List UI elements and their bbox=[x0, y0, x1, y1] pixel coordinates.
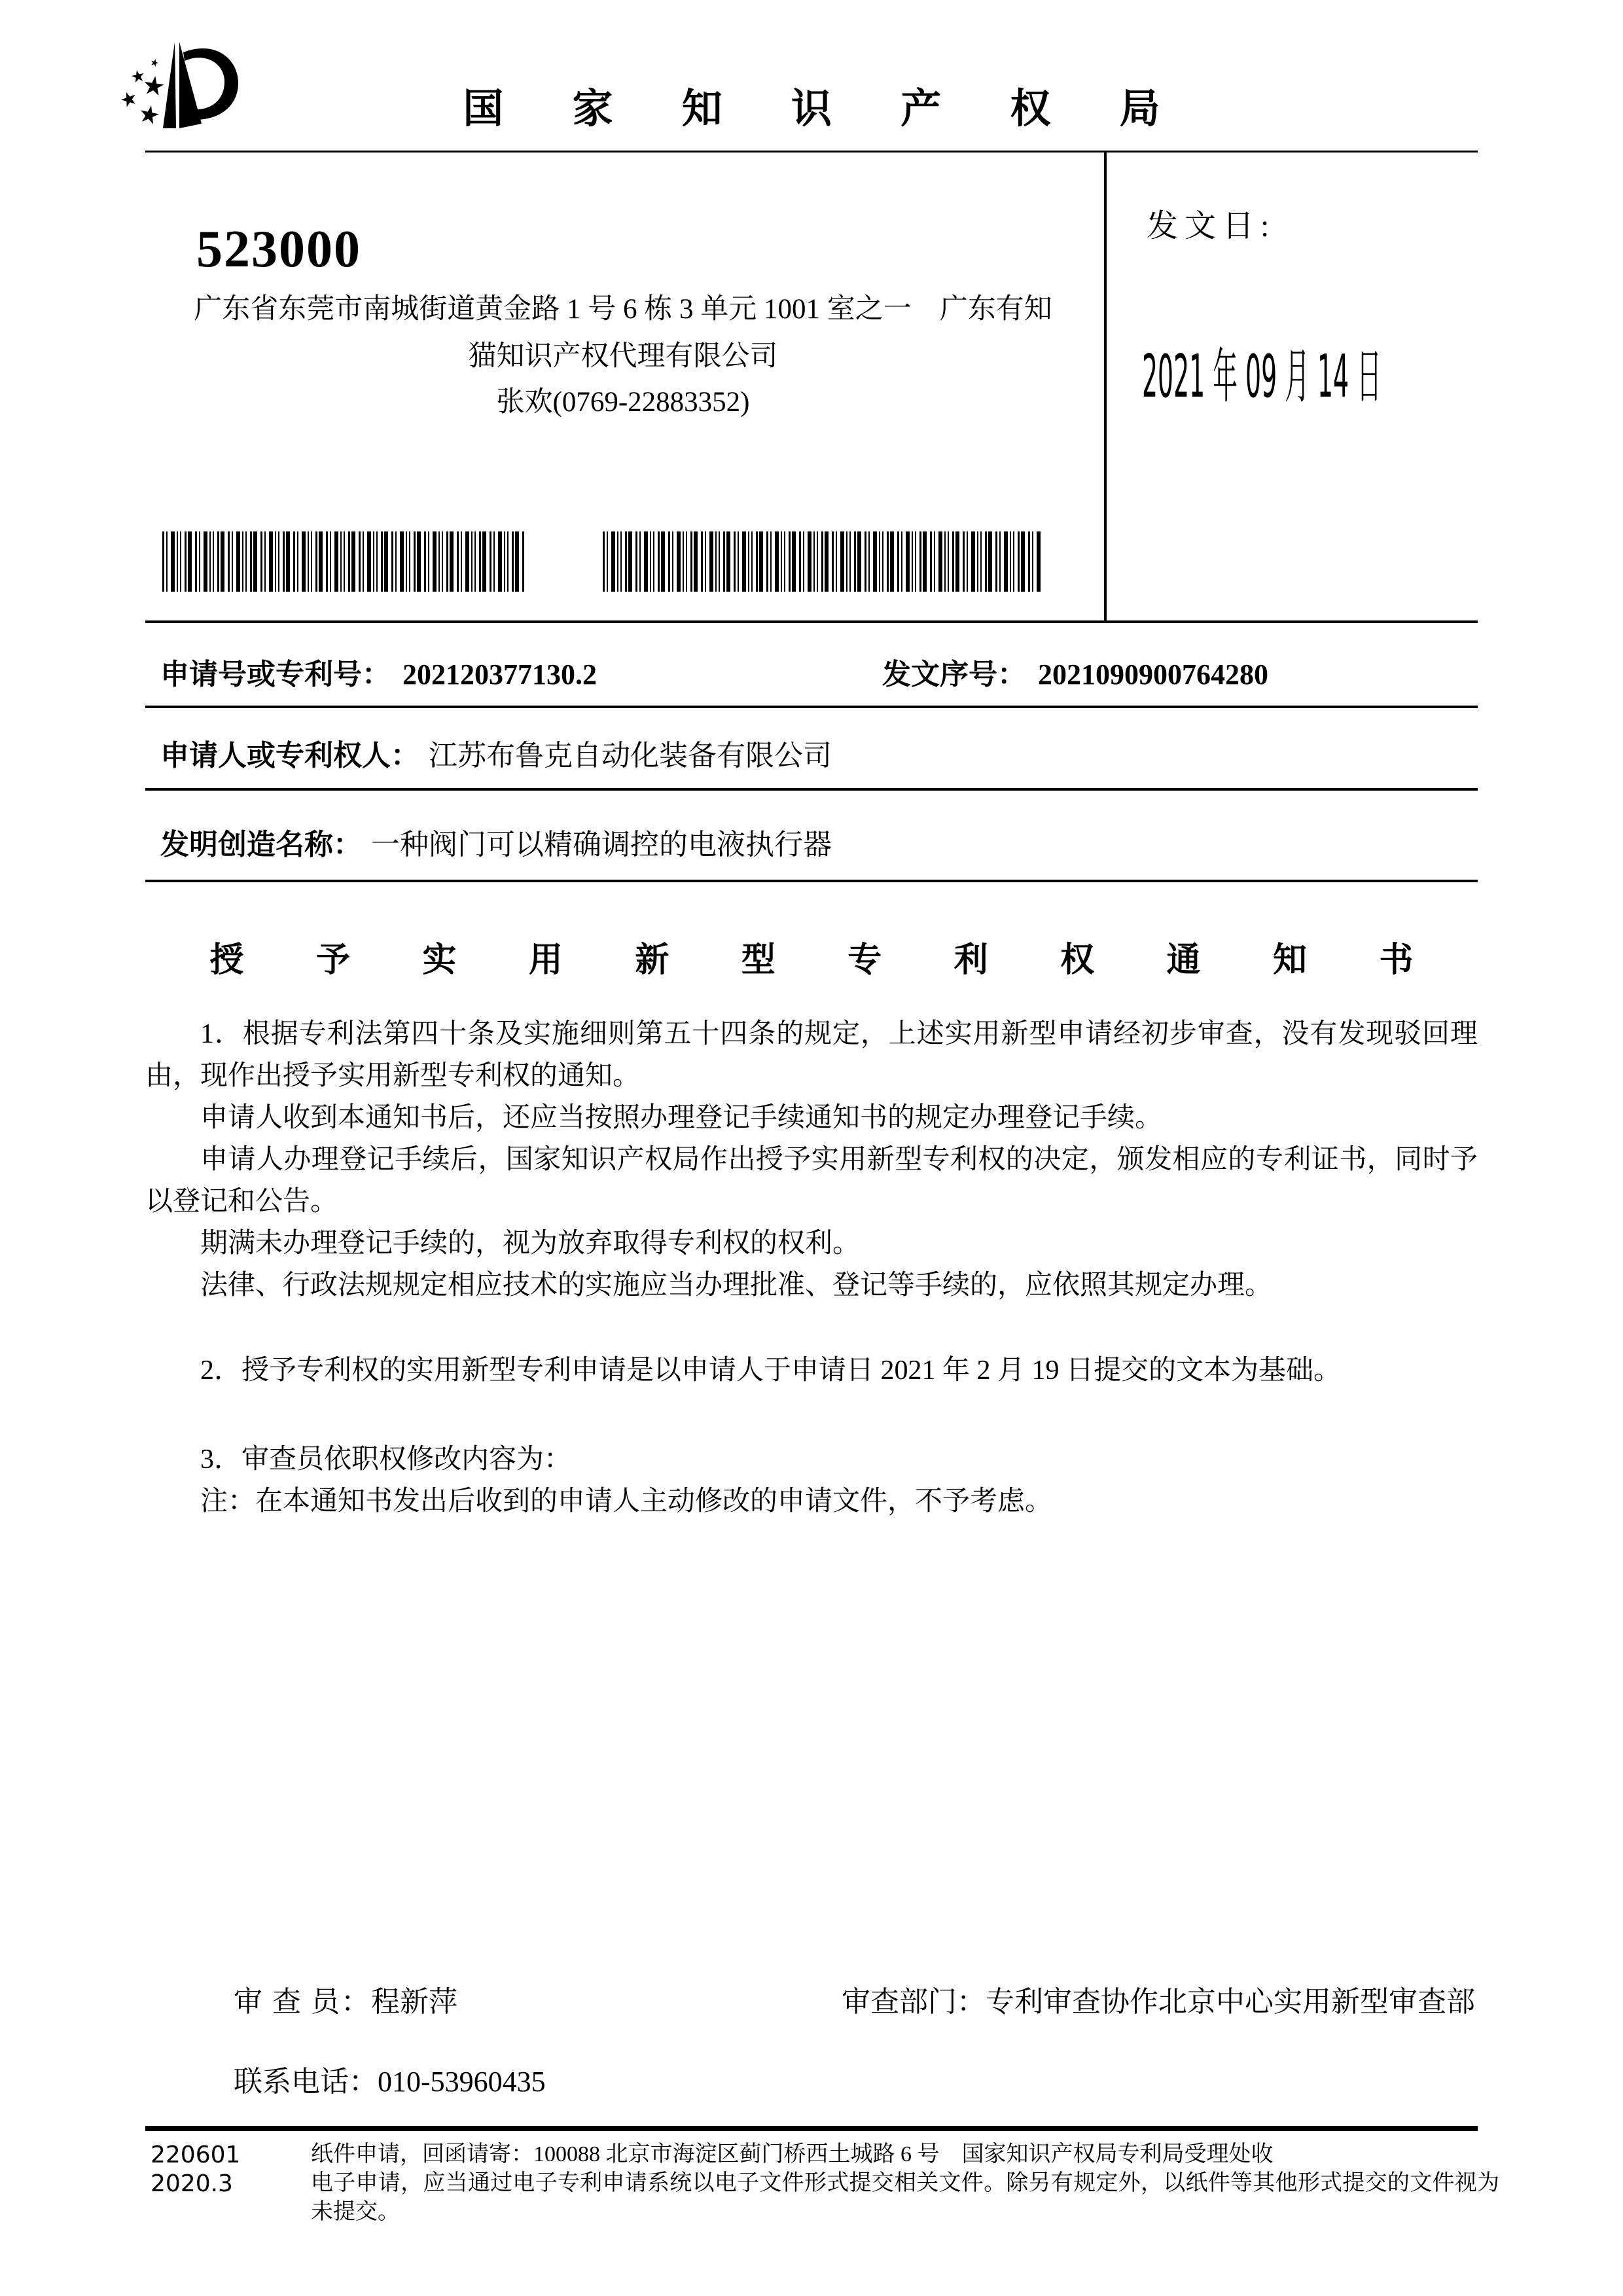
invention-title-label: 发明创造名称： bbox=[160, 829, 362, 861]
examiner-name: 程新萍 bbox=[371, 1986, 457, 2018]
notice-body bbox=[145, 1013, 1478, 1522]
notice-paragraph-7: 3．审查员依职权修改内容为： bbox=[200, 1444, 572, 1475]
notice-paragraph-6: 2．授予专利权的实用新型专利申请是以申请人于申请日 2021 年 2 月 19 日提交的文本为基础。 bbox=[200, 1355, 1342, 1386]
meta-rule-1 bbox=[145, 706, 1478, 708]
footer-rule bbox=[145, 2126, 1478, 2131]
footer-instructions bbox=[311, 2140, 1499, 2227]
serial-barcode bbox=[603, 531, 1041, 592]
invention-title-row bbox=[160, 821, 832, 863]
meta-rule-3 bbox=[145, 880, 1478, 882]
notice-paragraph-3: 申请人办理登记手续后，国家知识产权局作出授予实用新型专利权的决定，颁发相应的专利证书，同时予以登记和公告。 bbox=[145, 1145, 1478, 1217]
agency-title: 国 家 知 识 产 权 局 bbox=[463, 86, 1189, 132]
notice-paragraph-2: 申请人收到本通知书后，还应当按照办理登记手续通知书的规定办理登记手续。 bbox=[200, 1103, 1163, 1133]
application-number-row bbox=[160, 651, 597, 692]
address-date-divider bbox=[1104, 151, 1107, 623]
department-label: 审查部门： bbox=[842, 1986, 986, 2018]
header-box-bottom-rule bbox=[145, 620, 1478, 623]
postal-code: 523000 bbox=[196, 221, 361, 278]
dispatch-date-label: 发文日: bbox=[1147, 209, 1276, 243]
form-code: 220601 bbox=[151, 2142, 241, 2168]
dispatch-serial-value: 2021090900764280 bbox=[1038, 658, 1268, 691]
notice-paragraph-5: 法律、行政法规规定相应技术的实施应当办理批准、登记等手续的，应依照其规定办理。 bbox=[200, 1270, 1273, 1300]
phone-row bbox=[234, 2058, 546, 2100]
header-rule bbox=[145, 151, 1478, 152]
invention-title-value: 一种阀门可以精确调控的电液执行器 bbox=[371, 829, 832, 861]
dispatch-serial-row bbox=[882, 651, 1268, 692]
notice-paragraph-4: 期满未办理登记手续的，视为放弃取得专利权的权利。 bbox=[200, 1229, 861, 1259]
phone-label: 联系电话： bbox=[234, 2066, 378, 2098]
application-barcode bbox=[162, 531, 526, 592]
applicant-value: 江苏布鲁克自动化装备有限公司 bbox=[429, 740, 832, 772]
meta-rule-2 bbox=[145, 788, 1478, 791]
applicant-label: 申请人或专利权人： bbox=[160, 740, 419, 772]
department-row bbox=[842, 1978, 1475, 2020]
notice-paragraph-1: 1．根据专利法第四十条及实施细则第五十四条的规定，上述实用新型申请经初步审查，没有发现驳回理由，现作出授予实用新型专利权的通知。 bbox=[145, 1019, 1478, 1091]
notice-paragraph-8: 注：在本通知书发出后收到的申请人主动修改的申请文件，不予考虑。 bbox=[200, 1486, 1053, 1516]
department-name: 专利审查协作北京中心实用新型审查部 bbox=[986, 1986, 1475, 2018]
examiner-label: 审 查 员： bbox=[234, 1986, 371, 2018]
dispatch-date-value: 2021 年 09 月 14 日 bbox=[1142, 342, 1382, 411]
notice-title: 授 予 实 用 新 型 专 利 权 通 知 书 bbox=[209, 941, 1445, 979]
phone-number: 010-53960435 bbox=[378, 2066, 546, 2098]
dispatch-serial-label: 发文序号： bbox=[882, 658, 1026, 691]
recipient-address-line1: 广东省东莞市南城街道黄金路 1 号 6 栋 3 单元 1001 室之一 广东有知 bbox=[194, 294, 1052, 325]
recipient-address-line2: 猫知识产权代理有限公司 bbox=[468, 341, 778, 372]
application-number-label: 申请号或专利号： bbox=[160, 658, 391, 691]
recipient-contact: 张欢(0769-22883352) bbox=[496, 387, 750, 418]
footer-electronic-line: 电子申请，应当通过电子专利申请系统以电子文件形式提交相关文件。除另有规定外，以纸件等其他形式提交的文件视为未提交。 bbox=[311, 2171, 1499, 2224]
footer-paper-line: 纸件申请，回函请寄：100088 北京市海淀区蓟门桥西土城路 6 号 国家知识产权局专利局受理处收 bbox=[311, 2142, 1274, 2166]
application-number-value: 202120377130.2 bbox=[402, 658, 597, 691]
applicant-row bbox=[160, 732, 832, 774]
examiner-row bbox=[234, 1978, 457, 2020]
form-version: 2020.3 bbox=[151, 2170, 233, 2197]
